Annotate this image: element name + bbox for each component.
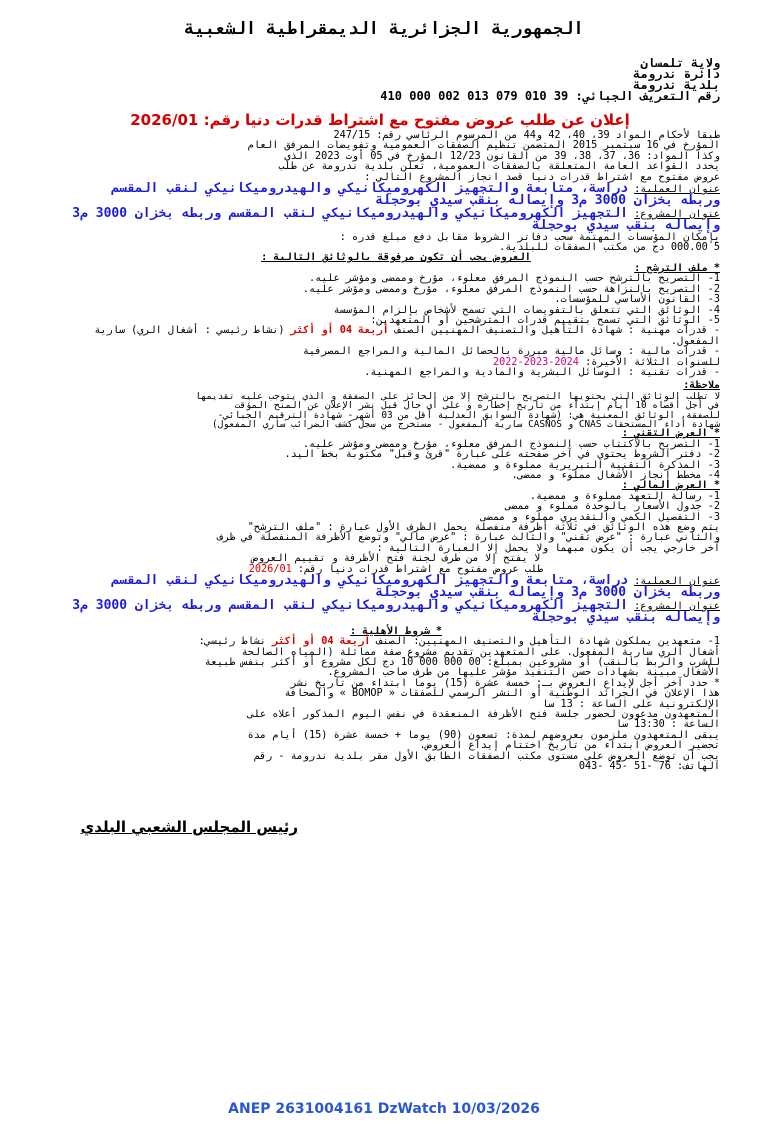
intro-line: عروض مفتوح مع اشتراط قدرات دنيا قصد انجاز المشروع التالي :: [364, 171, 720, 183]
project-title: التجهيز الكهروميكانيكي والهيدروميكانيكي لنقب المقسم وربطه بخزان 3000 م3 وإيصاله بنقب سيدي بوحجلة: [72, 597, 720, 626]
wilaya-line: ولاية تلمسان: [640, 56, 720, 70]
envelope-line: والثاني عبارة : "عرض تقني" والثالث عبارة : "عرض مالي" وتوضع الأظرفة المنفصلة في ظرف: [217, 532, 720, 544]
envelope-ref-number: 2026/01: [248, 563, 292, 575]
note-heading: ملاحظة:: [683, 380, 720, 392]
project-label: عنوان المشروع:: [634, 208, 720, 220]
eligibility-line: [72, 637, 720, 647]
financial-item: 1- رسالة التعهد مملوءة و ممضية.: [529, 490, 720, 502]
candidature-item: 3- القانون الأساسي للمؤسسات.: [554, 294, 720, 306]
offers-heading: العروض يجب أن تكون مرفوقة بالوثائق التالية :: [261, 252, 531, 264]
footer-reference: ANEP 2631004161 DzWatch 10/03/2026: [228, 1101, 540, 1117]
eligibility-line: الأشغال مبينة بشهادات حسن التنفيذ مؤشر عليها من طرف صاحب المشروع.: [327, 667, 720, 679]
project-label: عنوان المشروع:: [634, 600, 720, 612]
note-line: لا تطلب الوثائق التي يحتويها التصريح بالترشح إلا من الحائز على الصفقة و الذي يتوجب عليه تقديمها: [195, 390, 720, 402]
candidature-item: 4- الوثائق التي تتعلق بالتفويضات التي تسمح لأشخاص بإلزام المؤسسة: [333, 304, 720, 316]
envelope-line: آخر خارجي يجب أن يكون مبهما ولا يحمل إلا العبارة التالية :: [376, 542, 720, 554]
financial-heading: * العرض المالي :: [621, 480, 720, 492]
candidature-heading: * ملف الترشح :: [634, 262, 720, 274]
daira-line: دائرة ندرومة: [633, 67, 720, 81]
baladia-line: بلدية ندرومة: [633, 78, 720, 92]
envelope-line: لا يفتح إلا من طرف لجنة فتح الأظرفة و تقييم العروض: [251, 553, 541, 565]
qualification-category: أربعة 04 أو أكثر: [290, 325, 389, 337]
technical-item: 2- دفتر الشروط يحتوي في آخر صفحته على عبارة "قرئ وقبل" مكتوبة بخط اليد.: [284, 449, 720, 461]
tax-id-line: رقم التعريف الجبائي: 39 010 079 013 002 000 410: [380, 89, 720, 103]
sale-line: 5 000.00 دج من مكتب الصفقات للبلدية.: [499, 242, 720, 254]
technical-item: 3- المذكرة التقنية التبريرية مملوءة و ممضية.: [450, 459, 720, 471]
sale-line: بإمكان المؤسسات المهتمة سحب دفاتر الشروط مقابل دفع مبلغ قدره :: [339, 231, 720, 243]
candidature-item: 1- التصريح بالترشح حسب النموذج المرفق معلوء، مؤرخ وممضى ومؤشر عليه.: [309, 273, 720, 285]
deadline-line: تحضير العروض ابتداء من تاريخ اختتام إيداع العروض.: [419, 740, 720, 752]
deadline-line: هذا الإعلان في الجرائد الوطنية أو النشر الرسمي للصفقات « BOMOP » والصحافة: [284, 688, 720, 700]
qualification-line: [72, 326, 720, 347]
republic-header: الجمهورية الجزائرية الديمقراطية الشعبية: [184, 19, 584, 39]
qualification-prefix: - قدرات مهنية : شهادة التأهيل والتصنيف المهنيين الصنف: [394, 325, 720, 337]
operation-title: دراسة، متابعة والتجهيز الكهروميكانيكي والهيدروميكانيكي لنقب المقسم وربطه بخزان 3000 م3 وإيصاله بنقب سيدي بوحجلة: [111, 181, 720, 209]
finance-line: - قدرات مالية : وسائل مالية مبررة بالحصائل المالية والمراجع المصرفية: [302, 346, 720, 358]
finance-years: 2024-2023-2022: [493, 356, 579, 368]
intro-line: يحدد القواعد العامة المتعلقة بالصفقات العمومية، تعلن بلدية ندرومة عن طلب: [278, 161, 720, 173]
eligibility-suffix: نشاط رئيسي:: [198, 636, 267, 648]
eligibility-category: أربعة 04 أو أكثر: [272, 636, 371, 648]
deadline-line: الساعة : 13:30 سا: [615, 719, 720, 731]
operation-label: عنوان العملية:: [634, 576, 720, 588]
deadline-line: الهاتف: 76 -51 -45 -043: [578, 760, 720, 772]
note-line: شهادة أداء المستحقات CNAS و CASNOS سارية المفعول - مستخرج من سجل كشف الضرائب ساري المفعول): [212, 418, 720, 430]
deadline-line: الإلكترونية على الساعة : 13 سا: [542, 698, 720, 710]
project-title: التجهيز الكهروميكانيكي والهيدروميكانيكي لنقب المقسم وربطه بخزان 3000 م3 وإيصاله بنقب سيدي بوحجلة: [72, 205, 720, 234]
eligibility-line: أشغال الري سارية المفعول. على المتعهدين تقديم مشروع صفة مماثلة (المياه الصالحة: [241, 646, 720, 658]
operation-title: دراسة، متابعة والتجهيز الكهروميكانيكي والهيدروميكانيكي لنقب المقسم وربطه بخزان 3000 م3 وإيصاله بنقب سيدي بوحجلة: [111, 573, 720, 601]
envelope-line: يتم وضع هذه الوثائق في ثلاثة أظرفة منفصلة يحمل الظرف الأول عبارة : "ملف الترشح": [247, 522, 720, 534]
tech-capacity-line: - قدرات تقنية : الوسائل البشرية والمادية والمراجع المهنية.: [364, 366, 720, 378]
technical-item: 1- التصريح بالاكتتاب حسب النموذج المرفق معلوء، مؤرخ وممضى ومؤشر عليه.: [302, 438, 720, 450]
technical-heading: * العرض التقني :: [621, 428, 720, 440]
administration-block: [380, 58, 720, 102]
qualification-suffix: (نشاط رئيسي : أشغال الري) سارية المفعول.: [94, 325, 720, 347]
eligibility-heading: * شروط الأهلية :: [349, 625, 442, 637]
operation-label: عنوان العملية:: [634, 184, 720, 196]
financial-item: 3- التفصيل الكمي والتقديري مملوء و ممضى: [480, 511, 720, 523]
intro-line: وكذا المواد: 36، 37، 38، 39 من القانون 12/23 المؤرخ في 05 أوت 2023 الذي: [284, 150, 720, 162]
announcement-title: إعلان عن طلب عروض مفتوح مع اشتراط قدرات دنيا رقم: 2026/01: [130, 111, 630, 129]
note-line: في أجل أقصاه 10 أيام إبتداء من تاريخ إخطاره و على أي حال قبل نشر الإعلان عن المنح المؤقت: [234, 400, 720, 412]
deadline-line: المتعهدون مدعوون لحضور جلسة فتح الأظرفة المنعقدة في نفس اليوم المذكور أعلاه على: [247, 708, 720, 720]
financial-item: 2- جدول الأسعار بالوحدة مملوء و ممضى: [505, 501, 720, 513]
intro-line: المؤرخ في 16 سبتمبر 2015 المتضمن تنظيم الصفقات العمومية وتفويضات المرفق العام: [247, 140, 720, 152]
deadline-line: يبقى المتعهدون ملزمون بعروضهم لمدة: تسعون (90) يوما + خمسة عشرة (15) أيام مدة: [247, 729, 720, 741]
candidature-item: 2- التصريح بالنزاهة حسب النموذج المرفق معلوء، مؤرخ وممضى ومؤشر عليه.: [302, 283, 720, 295]
announcement-body: [72, 131, 720, 772]
eligibility-line: للشرب والربط بالنقب) أو مشروعين بمبلغ: 00 000 000 10 دج لكل مشروع أو أكثر بنفس طبيعة: [204, 656, 720, 668]
envelope-ref-prefix: طلب عروض مفتوح مع اشتراط قدرات دنيا رقم:: [297, 563, 544, 575]
signature-title: رئيس المجلس الشعبي البلدي: [80, 818, 298, 836]
finance-years-prefix: للسنوات الثلاثة الأخيرة:: [585, 356, 720, 368]
candidature-item: 5- الوثائق التي تسمح بتقييم قدرات المترشحين أو المتعهدين:: [370, 314, 720, 326]
deadline-line: يجب أن توضع العروض على مستوى مكتب الصفقات الطابق الأول مقر بلدية ندرومة - رقم: [253, 750, 720, 762]
eligibility-prefix: 1- متعهدين يملكون شهادة التأهيل والتصنيف المهنيين: الصنف: [376, 636, 720, 648]
intro-line: طبقا لأحكام المواد 39، 40، 42 و44 من المرسوم الرئاسي رقم: 247/15: [333, 130, 720, 141]
technical-item: 4- مخطط إنجاز الأشغال مملوء و ممضى.: [511, 470, 720, 481]
deadline-line: * حدد آخر أجل لإيداع العروض بـ: خمسة عشرة (15) يوما ابتداء من تاريخ نشر: [290, 677, 720, 689]
note-line: للصفقة، الوثائق المعنية هي: (شهادة السوابق العدلية أقل من 03 أشهر- شهادة الترقيم الجبائي-: [217, 409, 720, 421]
